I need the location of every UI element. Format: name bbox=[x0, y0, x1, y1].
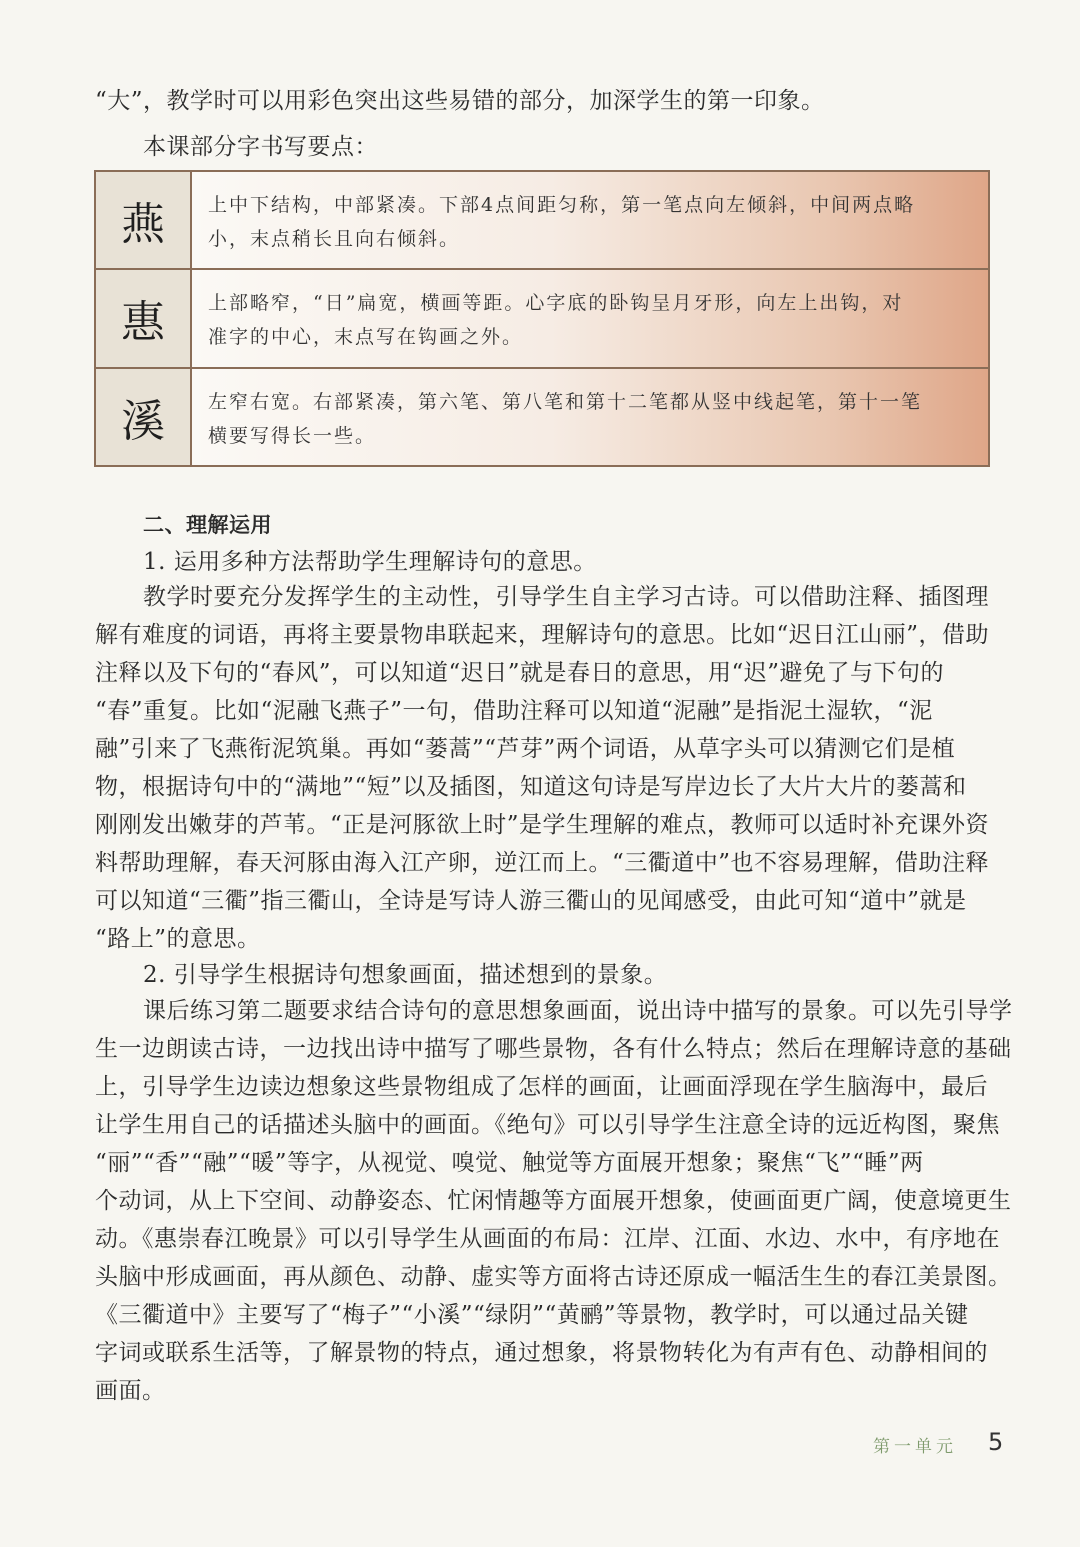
section-heading: 二、理解运用 bbox=[143, 513, 272, 537]
description-cell bbox=[192, 270, 988, 366]
paragraph-line: “大”，教学时可以用彩色突出这些易错的部分，加深学生的第一印象。 bbox=[95, 88, 825, 114]
paragraph-line: 注释以及下句的“春风”，可以知道“迟日”就是春日的意思，用“迟”避免了与下句的 bbox=[95, 660, 945, 686]
paragraph-line: 画面。 bbox=[95, 1378, 166, 1404]
page-number: 5 bbox=[988, 1428, 1004, 1456]
description-line: 上部略窄，“日”扁宽，横画等距。心字底的卧钩呈月牙形，向左上出钩，对 bbox=[208, 292, 904, 315]
description-cell bbox=[192, 172, 988, 268]
table-row bbox=[96, 270, 988, 368]
character-writing-table bbox=[94, 170, 990, 467]
character-cell: 溪 bbox=[96, 369, 192, 465]
description-line: 准字的中心，末点写在钩画之外。 bbox=[208, 326, 524, 349]
description-line: 小，末点稍长且向右倾斜。 bbox=[208, 228, 461, 250]
paragraph-line: “春”重复。比如“泥融飞燕子”一句，借助注释可以知道“泥融”是指泥土湿软，“泥 bbox=[95, 698, 933, 724]
description-cell bbox=[192, 369, 988, 465]
paragraph-line: 动。《惠崇春江晚景》可以引导学生从画面的布局：江岸、江面、水边、水中，有序地在 bbox=[95, 1226, 1000, 1252]
item-title: 2. 引导学生根据诗句想象画面，描述想到的景象。 bbox=[143, 962, 668, 988]
paragraph-line: “丽”“香”“融”“暖”等字，从视觉、嗅觉、触觉等方面展开想象；聚焦“飞”“睡”两 bbox=[95, 1150, 924, 1176]
description-line: 上中下结构，中部紧凑。下部4点间距匀称，第一笔点向左倾斜，中间两点略 bbox=[208, 194, 916, 216]
paragraph-line: 让学生用自己的话描述头脑中的画面。《绝句》可以引导学生注意全诗的远近构图，聚焦 bbox=[95, 1112, 1000, 1138]
paragraph-line: 教学时要充分发挥学生的主动性，引导学生自主学习古诗。可以借助注释、插图理 bbox=[143, 584, 989, 610]
paragraph-line: 字词或联系生活等，了解景物的特点，通过想象，将景物转化为有声有色、动静相间的 bbox=[95, 1340, 988, 1366]
character-cell: 燕 bbox=[96, 172, 192, 268]
paragraph-line: 上，引导学生边读边想象这些景物组成了怎样的画面，让画面浮现在学生脑海中，最后 bbox=[95, 1074, 988, 1100]
paragraph-line: 料帮助理解，春天河豚由海入江产卵，逆江而上。“三衢道中”也不容易理解，借助注释 bbox=[95, 850, 990, 876]
footer-unit-label: 第一单元 bbox=[873, 1437, 957, 1457]
paragraph-line: 《三衢道中》主要写了“梅子”“小溪”“绿阴”“黄鹂”等景物，教学时，可以通过品关键 bbox=[95, 1302, 969, 1328]
paragraph-line: 融”引来了飞燕衔泥筑巢。再如“蒌蒿”“芦芽”两个词语，从草字头可以猜测它们是植 bbox=[95, 736, 956, 762]
table-row bbox=[96, 172, 988, 270]
table-row bbox=[96, 369, 988, 465]
paragraph-line: 物，根据诗句中的“满地”“短”以及插图，知道这句诗是写岸边长了大片大片的蒌蒿和 bbox=[95, 774, 967, 800]
paragraph-line: 头脑中形成画面，再从颜色、动静、虚实等方面将古诗还原成一幅活生生的春江美景图。 bbox=[95, 1264, 1012, 1290]
table-intro: 本课部分字书写要点： bbox=[143, 134, 378, 160]
item-title: 1. 运用多种方法帮助学生理解诗句的意思。 bbox=[143, 549, 597, 575]
description-line: 横要写得长一些。 bbox=[208, 424, 377, 447]
paragraph-line: 生一边朗读古诗，一边找出诗中描写了哪些景物，各有什么特点；然后在理解诗意的基础 bbox=[95, 1036, 1012, 1062]
character-cell: 惠 bbox=[96, 270, 192, 366]
paragraph-line: 个动词，从上下空间、动静姿态、忙闲情趣等方面展开想象，使画面更广阔，使意境更生 bbox=[95, 1188, 1012, 1214]
paragraph-line: 可以知道“三衢”指三衢山，全诗是写诗人游三衢山的见闻感受，由此可知“道中”就是 bbox=[95, 888, 967, 914]
description-line: 左窄右宽。右部紧凑，第六笔、第八笔和第十二笔都从竖中线起笔，第十一笔 bbox=[208, 390, 923, 413]
paragraph-line: 课后练习第二题要求结合诗句的意思想象画面，说出诗中描写的景象。可以先引导学 bbox=[143, 998, 1013, 1024]
paragraph-line: 解有难度的词语，再将主要景物串联起来，理解诗句的意思。比如“迟日江山丽”，借助 bbox=[95, 622, 990, 648]
paragraph-line: 刚刚发出嫩芽的芦苇。“正是河豚欲上时”是学生理解的难点，教师可以适时补充课外资 bbox=[95, 812, 990, 838]
paragraph-line: “路上”的意思。 bbox=[95, 926, 261, 952]
